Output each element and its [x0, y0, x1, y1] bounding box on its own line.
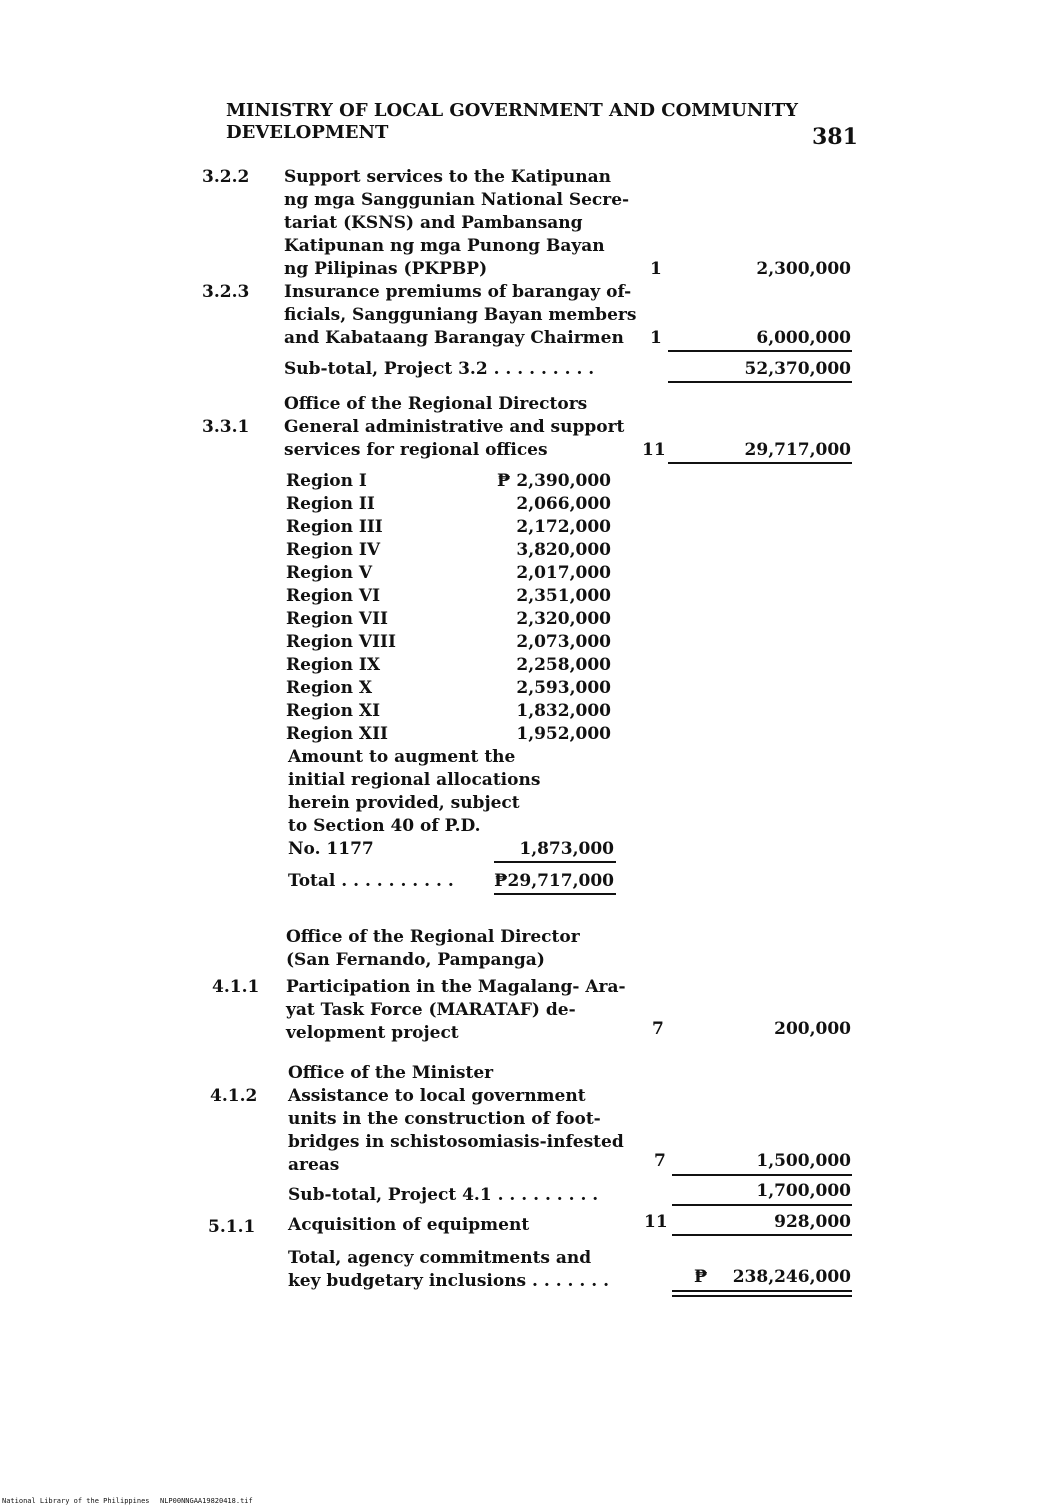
item-amount: 928,000 — [774, 1212, 851, 1232]
augment-amount: 1,873,000 — [519, 839, 614, 859]
item-desc-line: units in the construction of foot- — [288, 1109, 601, 1129]
region-amount: 2,320,000 — [516, 609, 611, 629]
region-amount: 1,832,000 — [516, 701, 611, 721]
amount-underline — [668, 381, 852, 383]
section-heading: Office of the Regional Director — [286, 927, 580, 947]
peso-sign: ₱ — [694, 1267, 708, 1287]
item-count: 7 — [654, 1151, 666, 1171]
item-amount: 6,000,000 — [756, 328, 851, 348]
item-amount: 200,000 — [774, 1019, 851, 1039]
item-desc-line: Acquisition of equipment — [288, 1215, 530, 1235]
region-name: Region V — [286, 563, 373, 583]
item-count: 11 — [644, 1212, 668, 1232]
amount-underline — [668, 350, 852, 352]
item-desc-line: Katipunan ng mga Punong Bayan — [284, 236, 605, 256]
section-heading: (San Fernando, Pampanga) — [286, 950, 545, 970]
footer-filename: NLP00NNGAA19820418.tif — [160, 1497, 253, 1505]
item-code: 3.2.3 — [202, 282, 250, 302]
region-name: Region VII — [286, 609, 388, 629]
subtotal-label: Sub-total, Project 4.1 . . . . . . . . . — [288, 1185, 599, 1205]
augment-desc-line: No. 1177 — [288, 839, 374, 859]
region-name: Region IX — [286, 655, 381, 675]
item-count: 7 — [652, 1019, 664, 1039]
region-name: Region X — [286, 678, 373, 698]
amount-underline — [672, 1174, 852, 1176]
amount-underline — [668, 462, 852, 464]
region-name: Region I — [286, 471, 367, 491]
item-desc-line: services for regional offices — [284, 440, 548, 460]
amount-underline — [494, 893, 616, 895]
item-desc-line: ng Pilipinas (PKPBP) — [284, 259, 488, 279]
item-code: 3.3.1 — [202, 417, 250, 437]
section-heading: Office of the Regional Directors — [284, 394, 588, 414]
regions-total-amount: ₱29,717,000 — [494, 871, 614, 891]
regions-total-label: Total . . . . . . . . . . — [288, 871, 454, 891]
item-desc-line: Insurance premiums of barangay of- — [284, 282, 632, 302]
item-code: 3.2.2 — [202, 167, 250, 187]
page-header-line-2: DEVELOPMENT — [226, 122, 389, 143]
region-amount: 2,073,000 — [516, 632, 611, 652]
region-name: Region III — [286, 517, 383, 537]
item-desc-line: velopment project — [286, 1023, 459, 1043]
footer-library: National Library of the Philippines — [2, 1497, 150, 1505]
subtotal-amount: 52,370,000 — [744, 359, 851, 379]
item-desc-line: ficials, Sangguniang Bayan members — [284, 305, 637, 325]
grand-total-label: Total, agency commitments and — [288, 1248, 592, 1268]
double-underline — [672, 1290, 852, 1297]
amount-underline — [494, 861, 616, 863]
region-amount: 2,066,000 — [516, 494, 611, 514]
region-name: Region XII — [286, 724, 388, 744]
item-desc-line: areas — [288, 1155, 340, 1175]
region-amount: 2,593,000 — [516, 678, 611, 698]
amount-underline — [672, 1234, 852, 1236]
item-desc-line: Support services to the Katipunan — [284, 167, 611, 187]
item-count: 1 — [650, 328, 662, 348]
item-desc-line: General administrative and support — [284, 417, 625, 437]
region-amount: 2,258,000 — [516, 655, 611, 675]
augment-desc-line: to Section 40 of P.D. — [288, 816, 481, 836]
region-name: Region XI — [286, 701, 381, 721]
region-name: Region VI — [286, 586, 381, 606]
page-number: 381 — [812, 124, 858, 150]
region-amount: 2,017,000 — [516, 563, 611, 583]
item-desc-line: Participation in the Magalang- Ara- — [286, 977, 626, 997]
grand-total-label: key budgetary inclusions . . . . . . . — [288, 1271, 609, 1291]
augment-desc-line: initial regional allocations — [288, 770, 541, 790]
item-count: 1 — [650, 259, 662, 279]
item-desc-line: tariat (KSNS) and Pambansang — [284, 213, 583, 233]
subtotal-label: Sub-total, Project 3.2 . . . . . . . . . — [284, 359, 595, 379]
item-desc-line: Assistance to local government — [288, 1086, 586, 1106]
item-amount: 1,500,000 — [756, 1151, 851, 1171]
region-amount: ₱ 2,390,000 — [497, 471, 611, 491]
item-amount: 29,717,000 — [744, 440, 851, 460]
augment-desc-line: herein provided, subject — [288, 793, 520, 813]
item-code: 4.1.1 — [212, 977, 260, 997]
region-amount: 2,172,000 — [516, 517, 611, 537]
page-header-line-1: MINISTRY OF LOCAL GOVERNMENT AND COMMUNITY — [226, 100, 798, 121]
amount-underline — [672, 1204, 852, 1206]
region-name: Region VIII — [286, 632, 396, 652]
item-desc-line: ng mga Sanggunian National Secre- — [284, 190, 630, 210]
augment-desc-line: Amount to augment the — [288, 747, 516, 767]
region-name: Region IV — [286, 540, 381, 560]
item-count: 11 — [642, 440, 666, 460]
item-amount: 2,300,000 — [756, 259, 851, 279]
region-amount: 3,820,000 — [516, 540, 611, 560]
item-code: 5.1.1 — [208, 1217, 256, 1237]
item-desc-line: yat Task Force (MARATAF) de- — [286, 1000, 576, 1020]
item-desc-line: and Kabataang Barangay Chairmen — [284, 328, 624, 348]
subtotal-amount: 1,700,000 — [756, 1181, 851, 1201]
region-amount: 1,952,000 — [516, 724, 611, 744]
item-code: 4.1.2 — [210, 1086, 258, 1106]
section-heading: Office of the Minister — [288, 1063, 494, 1083]
region-name: Region II — [286, 494, 375, 514]
grand-total-amount: 238,246,000 — [732, 1267, 851, 1287]
region-amount: 2,351,000 — [516, 586, 611, 606]
item-desc-line: bridges in schistosomiasis-infested — [288, 1132, 624, 1152]
